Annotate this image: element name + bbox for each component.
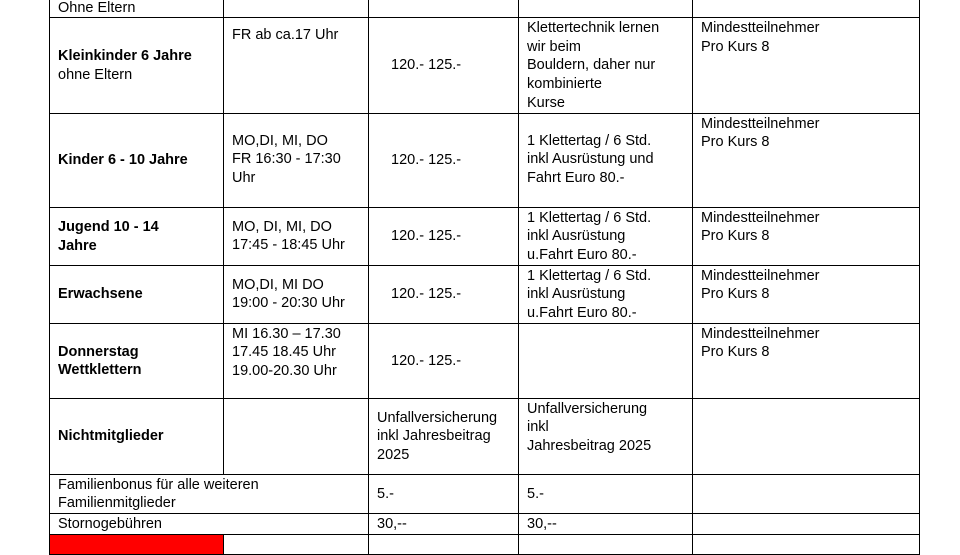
price-cell: 120.- 125.- [369, 265, 519, 323]
group-name: Jugend 10 - 14 Jahre [50, 207, 224, 265]
table-row [50, 474, 920, 513]
cancellation-label: Stornogebühren [50, 514, 369, 535]
group-name: Nichtmitglieder [50, 398, 224, 474]
group-name: Kleinkinder 6 Jahre [58, 48, 192, 65]
price-cell: Unfallversicherung inkl Jahresbeitrag 2025 [369, 398, 519, 474]
times-cell [224, 398, 369, 474]
times-cell: MO,DI, MI DO 19:00 - 20:30 Uhr [224, 265, 369, 323]
min-cell [693, 514, 920, 535]
note-cell: 30,-- [519, 514, 693, 535]
note-cell: 1 Klettertag / 6 Std. inkl Ausrüstung u.Fahrt Euro 80.- [519, 207, 693, 265]
table-row [50, 207, 920, 265]
price-cell [369, 0, 519, 18]
table-row [50, 18, 920, 114]
price-cell: 120.- 125.- [369, 113, 519, 207]
min-cell [693, 0, 920, 18]
times-cell [224, 0, 369, 18]
note-cell [519, 323, 693, 398]
price-cell: 120.- 125.- [369, 207, 519, 265]
group-cell [50, 18, 224, 114]
price-cell: 5.- [369, 474, 519, 513]
min-cell [693, 398, 920, 474]
note-cell: Klettertechnik lernen wir beim Bouldern, daher nur kombinierte Kurse [519, 18, 693, 114]
min-cell: Mindestteilnehmer Pro Kurs 8 [693, 323, 920, 398]
group-subtitle: Ohne Eltern [58, 0, 136, 16]
empty-cell [224, 534, 369, 554]
group-name: Donnerstag Wettklettern [50, 323, 224, 398]
min-cell: Mindestteilnehmer Pro Kurs 8 [693, 207, 920, 265]
times-cell: FR ab ca.17 Uhr [224, 18, 369, 114]
red-highlight-cell [50, 534, 224, 554]
price-cell: 120.- 125.- [369, 18, 519, 114]
times-cell: MI 16.30 – 17.30 17.45 18.45 Uhr 19.00-20.30 Uhr [224, 323, 369, 398]
group-name: Erwachsene [50, 265, 224, 323]
group-subtitle: ohne Eltern [58, 66, 133, 83]
times-cell: MO, DI, MI, DO 17:45 - 18:45 Uhr [224, 207, 369, 265]
note-cell: 1 Klettertag / 6 Std. inkl Ausrüstung u.Fahrt Euro 80.- [519, 265, 693, 323]
min-cell: Mindestteilnehmer Pro Kurs 8 [693, 265, 920, 323]
table-row [50, 398, 920, 474]
table-row [50, 113, 920, 207]
note-cell: Unfallversicherung inkl Jahresbeitrag 2025 [519, 398, 693, 474]
empty-cell [369, 534, 519, 554]
table-row [50, 323, 920, 398]
table-row [50, 0, 920, 18]
note-cell [519, 0, 693, 18]
min-cell: Mindestteilnehmer Pro Kurs 8 [693, 113, 920, 207]
family-bonus-label: Familienbonus für alle weiteren Familienmitglieder [50, 474, 369, 513]
note-cell: 5.- [519, 474, 693, 513]
table-row [50, 534, 920, 554]
table-row [50, 514, 920, 535]
table-row [50, 265, 920, 323]
course-price-table [49, 0, 920, 555]
min-cell: Mindestteilnehmer Pro Kurs 8 [693, 18, 920, 114]
note-cell: 1 Klettertag / 6 Std. inkl Ausrüstung und Fahrt Euro 80.- [519, 113, 693, 207]
group-cell [50, 0, 224, 18]
group-name: Kinder 6 - 10 Jahre [50, 113, 224, 207]
empty-cell [519, 534, 693, 554]
price-cell: 30,-- [369, 514, 519, 535]
times-cell: MO,DI, MI, DO FR 16:30 - 17:30 Uhr [224, 113, 369, 207]
min-cell [693, 474, 920, 513]
price-cell: 120.- 125.- [369, 323, 519, 398]
empty-cell [693, 534, 920, 554]
